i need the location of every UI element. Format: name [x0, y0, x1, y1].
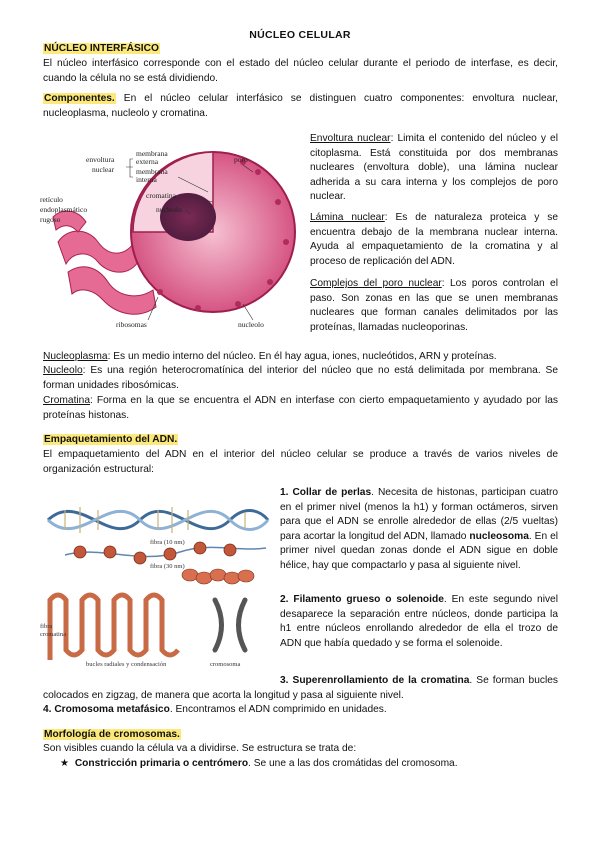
label-cromosoma: cromosoma: [210, 661, 241, 668]
label-membrana-externa-2: externa: [136, 157, 159, 166]
level-2-paragraph: 2. Filamento grueso o solenoide. En este segundo nivel desaparece la separación entre núcleos, donde participa la h1 entre núcleos enrollando alrededor de ella el trozo de ADN que había quedado y se forma el solenoide.: [280, 594, 558, 649]
section-heading-morfologia: Morfología de cromosomas.: [44, 729, 180, 740]
paragraph-componentes: Componentes. En el núcleo celular interfásico se distinguen cuatro componentes: envoltura nuclear, nucleoplasma, nucleolo y cromatina.: [43, 93, 558, 119]
label-fibra-30: fibra (30 nm): [150, 563, 185, 570]
section-heading-interfase: NÚCLEO INTERFÁSICO: [44, 43, 159, 54]
label-reticulo-3: rugoso: [40, 215, 61, 224]
componentes-label: Componentes.: [44, 93, 115, 104]
level-3-paragraph: 3. Superenrollamiento de la cromatina. Se forman bucles colocados en zigzag, de manera que acorta la longitud y pasa al siguiente nivel.: [43, 675, 559, 701]
label-membrana-interna-2: interna: [136, 175, 157, 184]
label-fibra-10: fibra (10 nm): [150, 539, 185, 546]
cromatina-paragraph: Cromatina: Forma en la que se encuentra el ADN en interfase con cierto empaquetamiento y ayudado por las proteínas histonas.: [43, 395, 558, 421]
label-reticulo-2: endoplasmático: [40, 205, 88, 214]
nucleus-diagram: [38, 132, 304, 332]
envoltura-paragraph: Envoltura nuclear: Limita el contenido del núcleo y el citoplasma. Está constituida por dos membranas nucleares (envoltura doble), una lámina nuclear adherida a su cara interna y los complejos de poro nuclear.: [310, 133, 558, 203]
bullet-centromero: ★ Constricción primaria o centrómero. Se une a las dos cromátidas del cromosoma.: [60, 758, 458, 769]
label-reticulo-1: retículo: [40, 195, 63, 204]
label-envoltura: envoltura: [86, 155, 115, 164]
label-ribosomas: ribosomas: [116, 320, 147, 329]
lamina-paragraph: Lámina nuclear: Es de naturaleza proteica y se encuentra debajo de la membrana nuclear interna. Ayuda al empaquetamiento de la cromatina y al proceso de replicación del ADN.: [310, 212, 558, 267]
nucleolo-paragraph: Nucleolo: Es una región heterocromatínica del interior del núcleo que no está delimitada por membrana. Se forman unidades ribosómicas.: [43, 365, 558, 391]
level-4-paragraph: 4. Cromosoma metafásico. Encontramos el ADN comprimido en unidades.: [43, 704, 387, 715]
paragraph-morfologia: Son visibles cuando la célula va a dividirse. Se estructura se trata de:: [43, 743, 357, 754]
page-title: NÚCLEO CELULAR: [249, 29, 351, 41]
nucleolus-shape: [160, 193, 216, 241]
paragraph-empaquetamiento: El empaquetamiento del ADN en el interior del núcleo celular se produce a través de varios niveles de organización estructural:: [43, 449, 558, 475]
paragraph-interfase: El núcleo interfásico corresponde con el estado del núcleo celular durante el periodo de interfase, es decir, cuando la célula no se está dividiendo.: [43, 58, 558, 84]
section-heading-empaquetamiento: Empaquetamiento del ADN.: [44, 434, 178, 445]
label-nucleolo: nucleolo: [156, 205, 182, 214]
label-poro: poro: [234, 155, 248, 164]
dna-packaging-diagram: [40, 490, 272, 668]
label-membrana-externa-1: membrana: [136, 149, 168, 158]
poros-paragraph: Complejos del poro nuclear: Los poros controlan el paso. Son zonas en las que se unen membranas nucleares que forman canales delimitados por las proteínas, llamadas nucleoporinas.: [310, 278, 558, 333]
label-cromatina: cromatina: [146, 191, 176, 200]
label-bucles: bucles radiales y condensación: [86, 661, 167, 668]
label-membrana-interna-1: membrana: [136, 167, 168, 176]
nucleoplasma-paragraph: Nucleoplasma: Es un medio interno del núcleo. En él hay agua, iones, nucleótidos, ARN y proteínas.: [43, 351, 497, 362]
level-1-paragraph: 1. Collar de perlas. Necesita de histonas, participan cuatro en el primer nivel (menos la h1) y forman octámeros, sirven para que el ADN se enrolle alrededor de ellas (2/5 vueltas) para acortar la longitud del ADN, llamado nucleosoma. En el primer nivel quedan zonas donde el ADN sigue en doble hélice, hay que compactarlo y pasa al siguiente nivel.: [280, 487, 559, 571]
label-nuclear: nuclear: [92, 165, 115, 174]
label-nucleolo-b: nucleolo: [238, 320, 264, 329]
star-bullet-icon: ★: [60, 758, 70, 769]
label-fibra: fibra: [40, 623, 53, 630]
label-cromatina-fig: cromatina: [40, 631, 66, 638]
